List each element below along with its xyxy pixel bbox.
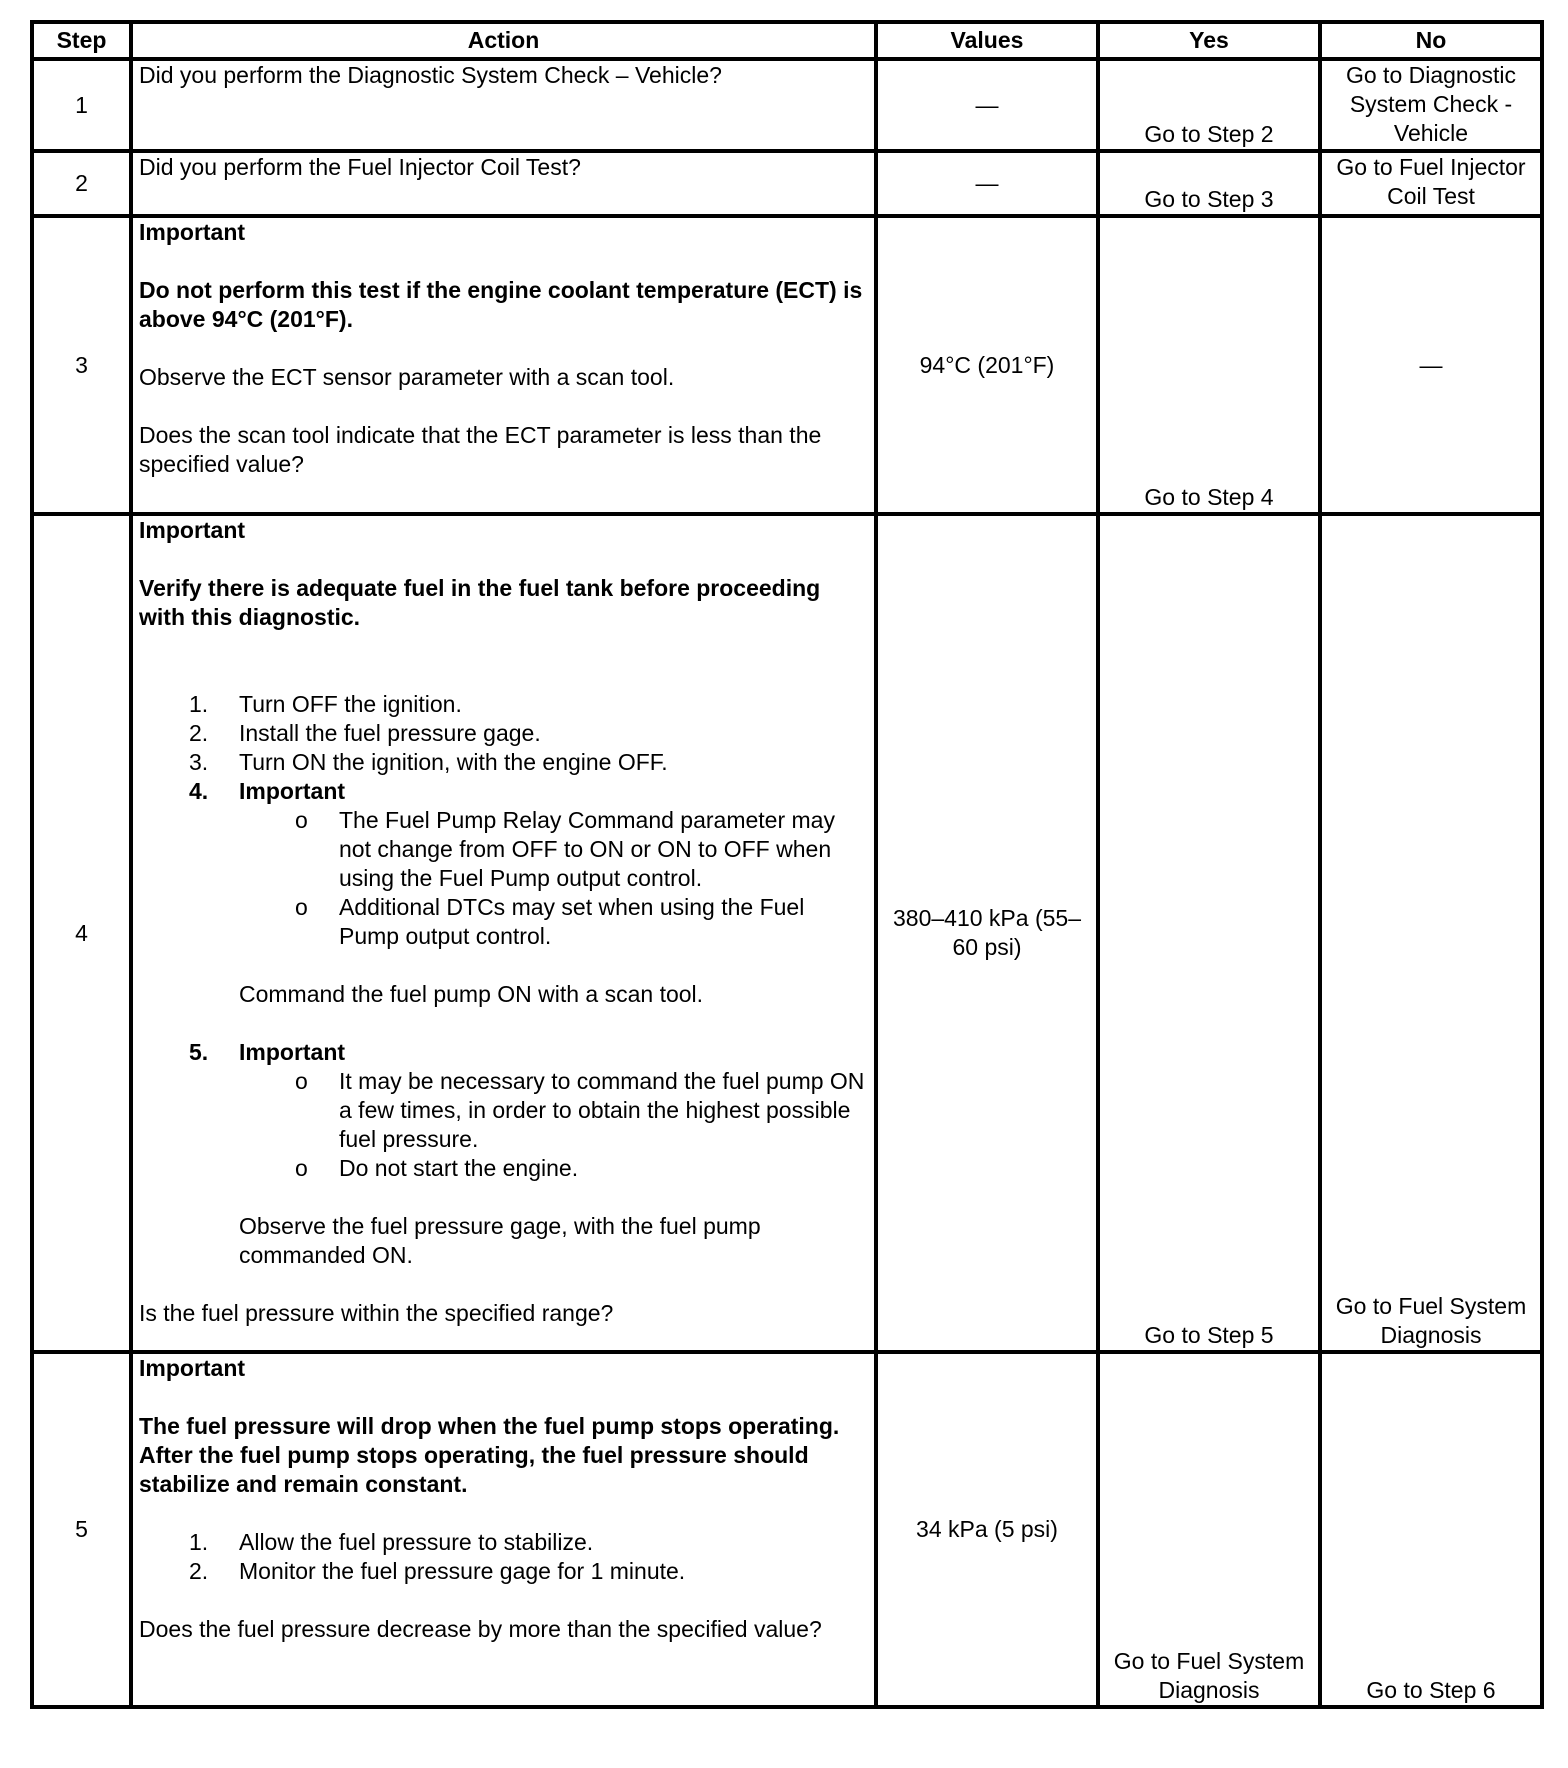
action-cell — [131, 1352, 876, 1707]
question-text: Does the scan tool indicate that the ECT parameter is less than the specified value? — [139, 422, 822, 477]
instruction-text: Observe the ECT sensor parameter with a scan tool. — [139, 364, 675, 390]
warning-text: Do not perform this test if the engine coolant temperature (ECT) is above 94°C (201°F). — [139, 277, 863, 332]
step-number: 4 — [32, 514, 131, 1352]
yes-link[interactable]: Go to Step 2 — [1098, 59, 1320, 151]
list-item: 2. Monitor the fuel pressure gage for 1 minute. — [189, 1558, 686, 1584]
table-row — [32, 514, 1542, 1352]
header-yes: Yes — [1098, 22, 1320, 59]
yes-link[interactable]: Go to Fuel System Diagnosis — [1098, 1352, 1320, 1707]
list-item: 2. Install the fuel pressure gage. — [189, 720, 541, 746]
list-item: 5. Important — [189, 1039, 346, 1065]
action-cell — [131, 216, 876, 514]
important-heading: Important — [139, 219, 246, 245]
action-text: Did you perform the Diagnostic System Check – Vehicle? — [139, 62, 722, 88]
warning-text: The fuel pressure will drop when the fuel pump stops operating. After the fuel pump stops operating, the fuel pressure should stabilize and remain constant. — [139, 1413, 840, 1497]
important-heading: Important — [139, 1355, 246, 1381]
no-cell: — — [1320, 216, 1542, 514]
no-link[interactable]: Go to Diagnostic System Check - Vehicle — [1320, 59, 1542, 151]
step-number: 5 — [32, 1352, 131, 1707]
action-cell — [131, 151, 876, 216]
header-values: Values — [876, 22, 1098, 59]
yes-link[interactable]: Go to Step 3 — [1098, 151, 1320, 216]
bullet-item: o The Fuel Pump Relay Command parameter may not change from OFF to ON or ON to OFF when using the Fuel Pump output control. — [295, 807, 835, 891]
bullet-item: o It may be necessary to command the fuel pump ON a few times, in order to obtain the highest possible fuel pressure. — [295, 1068, 865, 1152]
bullet-item: o Do not start the engine. — [295, 1155, 579, 1181]
step-number: 1 — [32, 59, 131, 151]
yes-link[interactable]: Go to Step 4 — [1098, 216, 1320, 514]
values-cell: — — [876, 151, 1098, 216]
important-heading: Important — [139, 517, 246, 543]
header-row — [32, 22, 1542, 59]
bullet-item: o Additional DTCs may set when using the Fuel Pump output control. — [295, 894, 805, 949]
question-text: Is the fuel pressure within the specified range? — [139, 1300, 614, 1326]
header-action: Action — [131, 22, 876, 59]
warning-text: Verify there is adequate fuel in the fuel tank before proceeding with this diagnostic. — [139, 575, 821, 630]
step-number: 2 — [32, 151, 131, 216]
diagnostic-table — [30, 20, 1544, 1709]
values-cell: 34 kPa (5 psi) — [876, 1352, 1098, 1707]
list-item: 4. Important — [189, 778, 346, 804]
list-item: 3. Turn ON the ignition, with the engine OFF. — [189, 749, 668, 775]
no-link[interactable]: Go to Fuel System Diagnosis — [1320, 514, 1542, 1352]
instruction-text: Command the fuel pump ON with a scan tool. — [239, 981, 704, 1007]
list-item: 1. Allow the fuel pressure to stabilize. — [189, 1529, 594, 1555]
step-number: 3 — [32, 216, 131, 514]
values-cell: 94°C (201°F) — [876, 216, 1098, 514]
instruction-text: Observe the fuel pressure gage, with the fuel pump commanded ON. — [239, 1213, 761, 1268]
no-link[interactable]: Go to Fuel Injector Coil Test — [1320, 151, 1542, 216]
list-item: 1. Turn OFF the ignition. — [189, 691, 462, 717]
table-row — [32, 1352, 1542, 1707]
header-step: Step — [32, 22, 131, 59]
values-cell: 380–410 kPa (55–60 psi) — [876, 514, 1098, 1352]
question-text: Does the fuel pressure decrease by more than the specified value? — [139, 1616, 822, 1642]
table-row — [32, 216, 1542, 514]
action-cell — [131, 514, 876, 1352]
table-row — [32, 151, 1542, 216]
yes-link[interactable]: Go to Step 5 — [1098, 514, 1320, 1352]
header-no: No — [1320, 22, 1542, 59]
table-row — [32, 59, 1542, 151]
action-text: Did you perform the Fuel Injector Coil Test? — [139, 154, 581, 180]
values-cell: — — [876, 59, 1098, 151]
action-cell — [131, 59, 876, 151]
no-link[interactable]: Go to Step 6 — [1320, 1352, 1542, 1707]
